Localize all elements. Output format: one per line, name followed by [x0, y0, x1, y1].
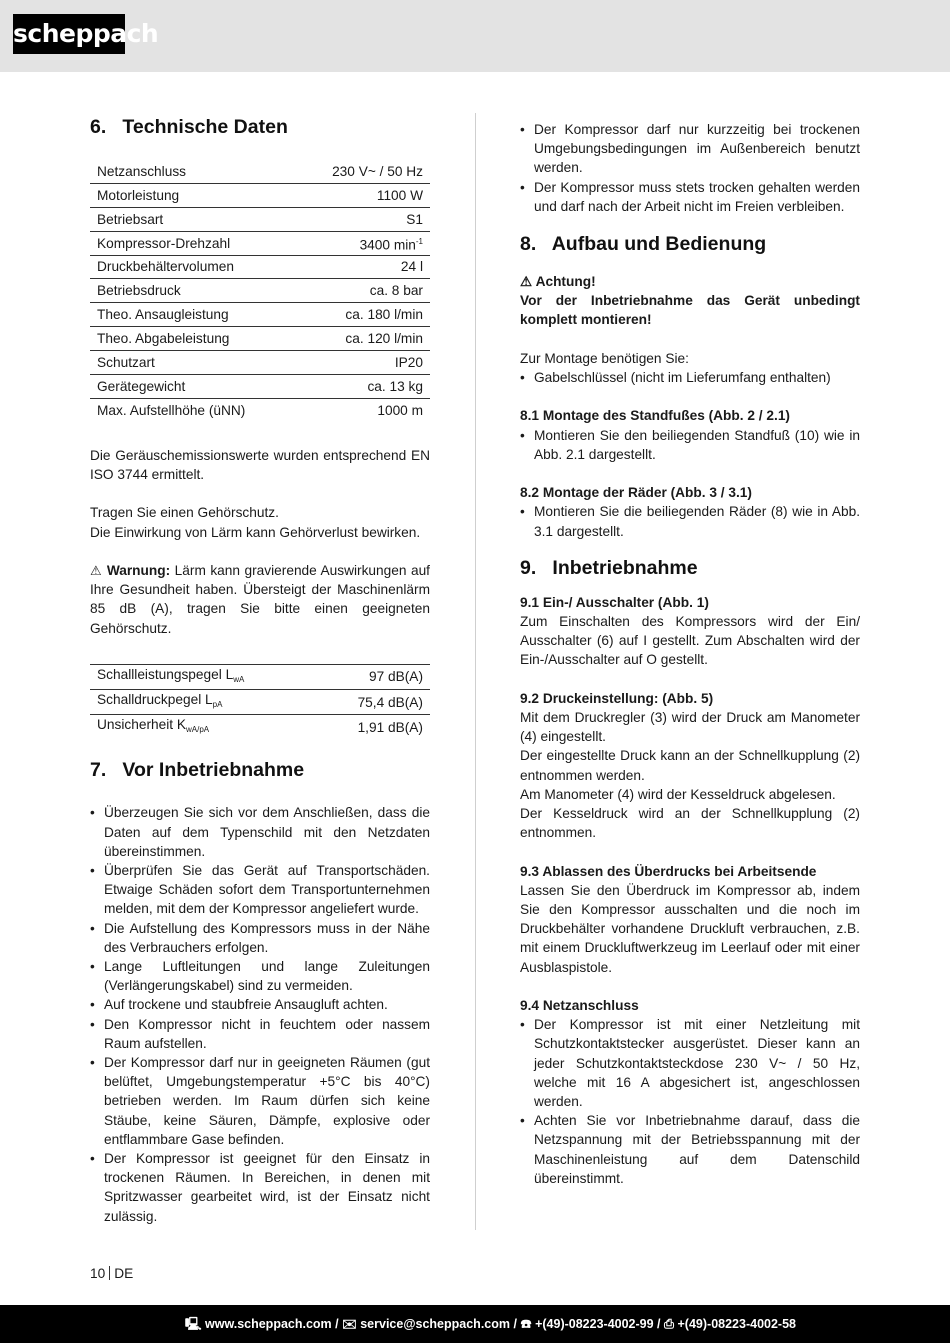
preparation-list [90, 803, 430, 1225]
section-8-2-heading: 8.2 Montage der Räder (Abb. 3 / 3.1) [520, 485, 752, 501]
section-7-heading: 7. Vor Inbetriebnahme [90, 759, 305, 782]
column-divider [475, 113, 476, 1230]
section-9-1-text: Zum Einschalten des Kompressors wird der Ein/ Ausschalter (6) auf I gestellt. Zum Abschalten wird der Ein-/Ausschalter auf O gestellt. [520, 614, 860, 668]
section-9-1-heading: 9.1 Ein-/ Ausschalter (Abb. 1) [520, 594, 709, 610]
table-row: Motorleistung 1100 W [90, 183, 430, 207]
table-row: Max. Aufstellhöhe (üNN) 1000 m [97, 402, 423, 418]
list-item: • Der Kompressor darf nur in geeigneten Räumen (gut belüftet, Umgebungstemperatur +5°C bis 40°C) betrieben werden. Im Raum dürfen sich keine Stäube, keine Säuren, Dämpfe, explosive oder entflammbare Gase befinden. [90, 1053, 430, 1149]
table-row: Schallleistungspegel $L_{wA}$ 97 dB(A) [90, 664, 430, 689]
fax-number: +(49)-08223-4002-58 [677, 1317, 796, 1331]
section-9-3-heading: 9.3 Ablassen des Überdrucks bei Arbeitsende [520, 863, 817, 879]
table-row: Gerätegewicht ca. 13 kg [90, 375, 430, 399]
phone-number: +(49)-08223-4002-99 / [535, 1317, 661, 1331]
list-item: • Montieren Sie die beiliegenden Räder (8) wie in Abb. 3.1 dargestellt. [520, 502, 860, 540]
list-item: • Der Kompressor muss stets trocken gehalten werden und darf nach der Arbeit nicht im Freien verbleiben. [520, 178, 860, 216]
section-8-1-heading: 8.1 Montage des Standfußes (Abb. 2 / 2.1) [520, 408, 790, 424]
list-item: • Überzeugen Sie sich vor dem Anschließen, dass die Daten auf dem Typenschild mit den Netzdaten übereinstimmen. [90, 803, 430, 861]
website-link[interactable]: www.scheppach.com / [205, 1317, 339, 1331]
tech-data-table [90, 160, 430, 422]
section-8-heading: 8. Aufbau und Bedienung [520, 233, 767, 256]
table-row: Theo. Ansaugleistung ca. 180 l/min [90, 303, 430, 327]
section-8-1-list [520, 426, 860, 464]
tools-intro: Zur Montage benötigen Sie: [520, 350, 689, 366]
continued-list [520, 120, 860, 216]
table-row: Schalldruckpegel $L_{pA}$ 75,4 dB(A) [90, 690, 430, 715]
fax-icon: ⎙ [664, 1317, 675, 1331]
section-9-3-text: Lassen Sie den Überdruck im Kompressor ab, indem Sie den Kompressor ausschalten und die noch im Druckbehälter vorhandene Druckluft verbrauchen, z.B. mit einem Druckluftwerkzeug im Leerlauf oder mit einer Ausblaspistole. [520, 882, 860, 975]
section-9-2-text: Mit dem Druckregler (3) wird der Druck am Manometer (4) eingestellt. [520, 710, 860, 745]
table-row: Schutzart IP20 [90, 351, 430, 375]
list-item: • Auf trockene und staubfreie Ansaugluft achten. [90, 995, 430, 1014]
table-row: Betriebsart S1 [90, 207, 430, 231]
section-9-2-text: Der eingestellte Druck kann an der Schnellkupplung (2) entnommen werden. [520, 748, 860, 783]
list-item: • Der Kompressor darf nur kurzzeitig bei trockenen Umgebungsbedingungen im Außenbereich benutzt werden. [520, 120, 860, 178]
attention-label: ⚠ Achtung! [520, 274, 596, 290]
section-6-heading: 6. Technische Daten [90, 116, 288, 138]
hearing-paragraph-1: Tragen Sie einen Gehörschutz. [90, 505, 279, 521]
list-item: • Überprüfen Sie das Gerät auf Transportschäden. Etwaige Schäden sofort dem Transportunternehmen melden, mit dem der Kompressor angeliefert wurde. [90, 861, 430, 919]
section-9-4-heading: 9.4 Netzanschluss [520, 998, 639, 1014]
noise-table [90, 664, 430, 740]
page-number: 10 DE [90, 1266, 134, 1281]
monitor-icon: 🖳 [184, 1317, 202, 1331]
section-9-heading: 9. Inbetriebnahme [520, 556, 698, 579]
table-row: Betriebsdruck ca. 8 bar [90, 279, 430, 303]
email-link[interactable]: service@scheppach.com / [360, 1317, 517, 1331]
list-item: • Der Kompressor ist mit einer Netzleitung mit Schutzkontaktstecker ausgerüstet. Dieser kann an jeder Schutzkontaktsteckdose 230 V~ / 50 Hz, welche mit 16 A abgesichert ist, angeschlossen werden. [520, 1015, 860, 1111]
phone-icon: ☎ [520, 1317, 532, 1331]
list-item: • Achten Sie vor Inbetriebnahme darauf, dass die Netzspannung mit der Betriebsspannung mit der Maschinenleistung auf dem Datenschild übereinstimmt. [520, 1111, 860, 1188]
table-row: Kompressor-Drehzahl 3400 $\min^{-1}$ [90, 231, 430, 255]
page-header [0, 0, 950, 72]
page-footer [0, 1305, 950, 1343]
section-9-2-heading: 9.2 Druckeinstellung: (Abb. 5) [520, 690, 714, 706]
section-9-2-text: Der Kesseldruck wird an der Schnellkupplung (2) entnommen. [520, 806, 860, 841]
list-item: • Gabelschlüssel (nicht im Lieferumfang enthalten) [520, 368, 860, 387]
hearing-paragraph-2: Die Einwirkung von Lärm kann Gehörverlust bewirken. [90, 524, 421, 540]
table-row: Theo. Abgabeleistung ca. 120 l/min [90, 327, 430, 351]
list-item: • Die Aufstellung des Kompressors muss in der Nähe des Verbrauchers erfolgen. [90, 919, 430, 957]
warning-icon: ⚠ [90, 562, 103, 578]
list-item: • Der Kompressor ist geeignet für den Einsatz in trockenen Räumen. In Bereichen, in denen mit Spritzwasser gearbeitet wird, ist der Einsatz nicht zulässig. [90, 1149, 430, 1226]
table-row: Druckbehältervolumen 24 l [90, 255, 430, 279]
table-row: Unsicherheit $K_{wA/pA}$ 1,91 dB(A) [90, 715, 430, 740]
noise-paragraph: Die Geräuschemissionswerte wurden entsprechend EN ISO 3744 ermittelt. [90, 447, 430, 482]
attention-text: Vor der Inbetriebnahme das Gerät unbedingt komplett montieren! [520, 293, 860, 328]
section-8-2-list [520, 502, 860, 540]
list-item: • Montieren Sie den beiliegenden Standfuß (10) wie in Abb. 2.1 dargestellt. [520, 426, 860, 464]
warning-paragraph: ⚠ Warnung: Lärm kann gravierende Auswirkungen auf Ihre Gesundheit haben. Übersteigt der Maschinenlärm 85 dB (A), tragen Sie bitte einen geeigneten Gehörschutz. [90, 562, 430, 636]
list-item: • Lange Luftleitungen und lange Zuleitungen (Verlängerungskabel) sind zu vermeiden. [90, 957, 430, 995]
mail-icon: ✉ [342, 1317, 357, 1331]
table-row: Netzanschluss 230 V~ / 50 Hz [90, 160, 430, 183]
right-column [520, 120, 860, 1188]
list-item: • Den Kompressor nicht in feuchtem oder nassem Raum aufstellen. [90, 1015, 430, 1053]
warning-icon: ⚠ [520, 274, 533, 290]
left-column [90, 114, 430, 1226]
brand-logo: scheppach [13, 14, 125, 54]
section-9-4-list [520, 1015, 860, 1188]
tools-list [520, 368, 860, 387]
section-9-2-text: Am Manometer (4) wird der Kesseldruck abgelesen. [520, 786, 836, 802]
